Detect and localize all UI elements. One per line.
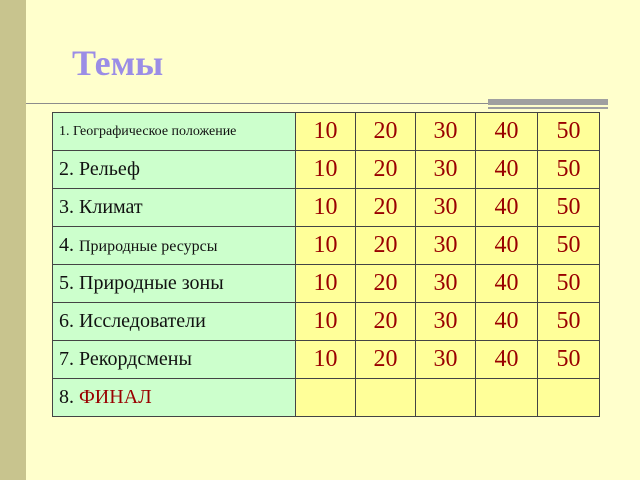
question-cell-records-20[interactable]: 20 <box>356 341 416 379</box>
question-cell-climate-30[interactable]: 30 <box>416 189 476 227</box>
category-natural-zones: 5. Природные зоны <box>53 265 296 303</box>
board-row-2 <box>53 151 600 189</box>
question-cell-climate-40[interactable]: 40 <box>476 189 538 227</box>
question-cell-explorers-10[interactable]: 10 <box>296 303 356 341</box>
board-row-3 <box>53 189 600 227</box>
question-cell-resources-20[interactable]: 20 <box>356 227 416 265</box>
question-cell-geography-50[interactable]: 50 <box>538 113 600 151</box>
question-cell-geography-40[interactable]: 40 <box>476 113 538 151</box>
question-cell-zones-50[interactable]: 50 <box>538 265 600 303</box>
slide-title: Темы <box>72 43 164 83</box>
question-cell-resources-30[interactable]: 30 <box>416 227 476 265</box>
question-cell-explorers-50[interactable]: 50 <box>538 303 600 341</box>
board-row-8 <box>53 379 600 417</box>
question-cell-records-10[interactable]: 10 <box>296 341 356 379</box>
board-row-7 <box>53 341 600 379</box>
question-cell-zones-40[interactable]: 40 <box>476 265 538 303</box>
category-record-holders: 7. Рекордсмены <box>53 341 296 379</box>
empty-cell <box>356 379 416 417</box>
question-cell-resources-10[interactable]: 10 <box>296 227 356 265</box>
final-link: ФИНАЛ <box>79 386 152 408</box>
title-divider <box>26 103 488 104</box>
question-cell-zones-20[interactable]: 20 <box>356 265 416 303</box>
question-cell-climate-10[interactable]: 10 <box>296 189 356 227</box>
board-row-5 <box>53 265 600 303</box>
question-cell-zones-30[interactable]: 30 <box>416 265 476 303</box>
question-cell-geography-20[interactable]: 20 <box>356 113 416 151</box>
question-cell-relief-40[interactable]: 40 <box>476 151 538 189</box>
question-cell-zones-10[interactable]: 10 <box>296 265 356 303</box>
question-cell-resources-50[interactable]: 50 <box>538 227 600 265</box>
board-row-1 <box>53 113 600 151</box>
empty-cell <box>296 379 356 417</box>
question-cell-geography-10[interactable]: 10 <box>296 113 356 151</box>
jeopardy-board <box>52 112 600 417</box>
question-cell-relief-30[interactable]: 30 <box>416 151 476 189</box>
decorative-left-band <box>0 0 26 480</box>
question-cell-relief-50[interactable]: 50 <box>538 151 600 189</box>
board-row-6 <box>53 303 600 341</box>
empty-cell <box>476 379 538 417</box>
empty-cell <box>416 379 476 417</box>
category-final[interactable]: 8. ФИНАЛ <box>53 379 296 417</box>
category-geography: 1. Географическое положение <box>53 113 296 151</box>
category-explorers: 6. Исследователи <box>53 303 296 341</box>
question-cell-geography-30[interactable]: 30 <box>416 113 476 151</box>
empty-cell <box>538 379 600 417</box>
question-cell-records-40[interactable]: 40 <box>476 341 538 379</box>
question-cell-explorers-20[interactable]: 20 <box>356 303 416 341</box>
question-cell-climate-50[interactable]: 50 <box>538 189 600 227</box>
board-row-4 <box>53 227 600 265</box>
category-natural-resources: 4. Природные ресурсы <box>53 227 296 265</box>
question-cell-explorers-40[interactable]: 40 <box>476 303 538 341</box>
question-cell-relief-10[interactable]: 10 <box>296 151 356 189</box>
question-cell-relief-20[interactable]: 20 <box>356 151 416 189</box>
category-relief: 2. Рельеф <box>53 151 296 189</box>
question-cell-climate-20[interactable]: 20 <box>356 189 416 227</box>
question-cell-records-50[interactable]: 50 <box>538 341 600 379</box>
question-cell-records-30[interactable]: 30 <box>416 341 476 379</box>
question-cell-resources-40[interactable]: 40 <box>476 227 538 265</box>
question-cell-explorers-30[interactable]: 30 <box>416 303 476 341</box>
title-divider-accent <box>488 99 608 105</box>
category-climate: 3. Климат <box>53 189 296 227</box>
